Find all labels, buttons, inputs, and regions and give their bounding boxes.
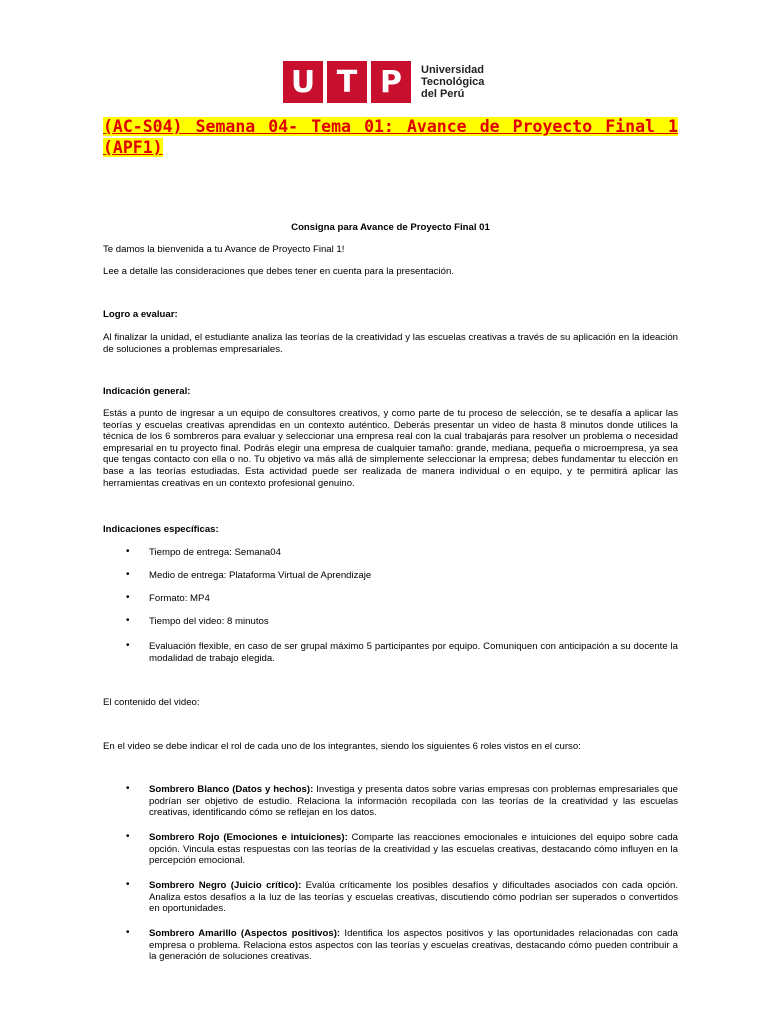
- bullet-icon: •: [126, 879, 130, 890]
- role-name: Sombrero Negro (Juicio crítico):: [149, 880, 302, 891]
- contenido-text: El contenido del video:: [103, 697, 200, 708]
- role-name: Sombrero Amarillo (Aspectos positivos):: [149, 928, 341, 939]
- role-item-sombrero-amarillo: [149, 928, 678, 963]
- logro-heading: Logro a evaluar:: [103, 309, 178, 320]
- bullet-icon: •: [126, 615, 130, 626]
- role-item-sombrero-negro: [149, 880, 678, 915]
- bullet-icon: •: [126, 927, 130, 938]
- logo-letters: [283, 61, 415, 103]
- list-item: Tiempo de entrega: Semana04: [149, 547, 281, 558]
- logo-letter-p: P: [371, 61, 411, 103]
- read-text: Lee a detalle las consideraciones que debes tener en cuenta para la presentación.: [103, 266, 454, 277]
- utp-logo: [283, 60, 484, 104]
- logo-line-3: del Perú: [421, 88, 465, 100]
- logo-line-2: Tecnológica: [421, 76, 485, 88]
- logo-letter-u: U: [283, 61, 323, 103]
- list-item: Tiempo del video: 8 minutos: [149, 616, 269, 627]
- welcome-text: Te damos la bienvenida a tu Avance de Proyecto Final 1!: [103, 244, 345, 255]
- bullet-icon: •: [126, 592, 130, 603]
- bullet-icon: •: [126, 569, 130, 580]
- role-desc: Evalúa críticamente los posibles desafíos y dificultades asociados con cada opción. Analiza estos desafíos a la luz de las teorías y escuelas creativas, discutiendo cómo podrían ser superados o convertidos en oportunidades.: [149, 880, 678, 915]
- logo-wordmark: [421, 64, 484, 100]
- page-title: [103, 116, 678, 158]
- indicaciones-especificas-heading: Indicaciones específicas:: [103, 524, 219, 535]
- bullet-icon: •: [126, 831, 130, 842]
- logro-body: Al finalizar la unidad, el estudiante analiza las teorías de la creatividad y las escuelas creativas a través de su aplicación en la ideación de soluciones a problemas empresariales.: [103, 332, 678, 355]
- list-item: Evaluación flexible, en caso de ser grupal máximo 5 participantes por equipo. Comuniquen con anticipación a su docente la modalidad de trabajo elegida.: [149, 641, 678, 664]
- role-desc: Comparte las reacciones emocionales e intuiciones del equipo sobre cada opción. Vincula estas respuestas con las teorías de la creatividad y las escuelas creativas, destacando cómo influyen en la percepción emocional.: [149, 832, 679, 867]
- logo-line-1: Universidad: [421, 64, 484, 76]
- bullet-icon: •: [126, 783, 130, 794]
- role-desc: Identifica los aspectos positivos y las oportunidades relacionadas con cada empresa o problema. Relaciona estos aspectos con las teorías y escuelas creativas, destacando cómo pueden contribuir a la generación de soluciones creativas.: [149, 928, 678, 963]
- indicacion-general-body: Estás a punto de ingresar a un equipo de consultores creativos, y como parte de tu proceso de selección, se te desafía a aplicar las teorías y escuelas creativas aprendidas en un contexto auténtico. Deberás presentar un video de hasta 8 minutos donde utilices la técnica de los 6 sombreros para evaluar y seleccionar una empresa real con la cual trabajarás para resolver un problema o necesidad empresarial en tu proyecto final. Podrás elegir una empresa de cualquier tamaño: grande, mediana, pequeña o microempresa, ya sea que tengas contacto con ella o no. Tu objetivo va más allá de simplemente seleccionar la empresa; debes fundamentar tu elección en base a las teorías estudiadas. Esta actividad puede ser realizada de manera individual o en equipo, y te permitirá aplicar las herramientas creativas en un contexto profesional genuino.: [103, 408, 678, 489]
- bullet-icon: •: [126, 640, 130, 651]
- role-name: Sombrero Blanco (Datos y hechos):: [149, 784, 314, 795]
- indicacion-general-heading: Indicación general:: [103, 386, 191, 397]
- role-item-sombrero-blanco: [149, 784, 678, 819]
- consigna-heading: Consigna para Avance de Proyecto Final 01: [291, 222, 490, 233]
- list-item: Formato: MP4: [149, 593, 210, 604]
- role-item-sombrero-rojo: [149, 832, 678, 867]
- role-name: Sombrero Rojo (Emociones e intuiciones):: [149, 832, 348, 843]
- bullet-icon: •: [126, 546, 130, 557]
- roles-intro: En el video se debe indicar el rol de cada uno de los integrantes, siendo los siguientes 6 roles vistos en el curso:: [103, 741, 581, 752]
- role-desc: Investiga y presenta datos sobre varias empresas con problemas empresariales que podrían ser objetivo de estudio. Relaciona la información recopilada con las teorías de la creatividad y las escuelas creativas, identificando cómo se reflejan en los datos.: [149, 784, 678, 819]
- list-item: Medio de entrega: Plataforma Virtual de Aprendizaje: [149, 570, 372, 581]
- title-text: (AC-S04) Semana 04- Tema 01: Avance de Proyecto Final 1 (APF1): [103, 117, 678, 157]
- logo-letter-t: T: [327, 61, 367, 103]
